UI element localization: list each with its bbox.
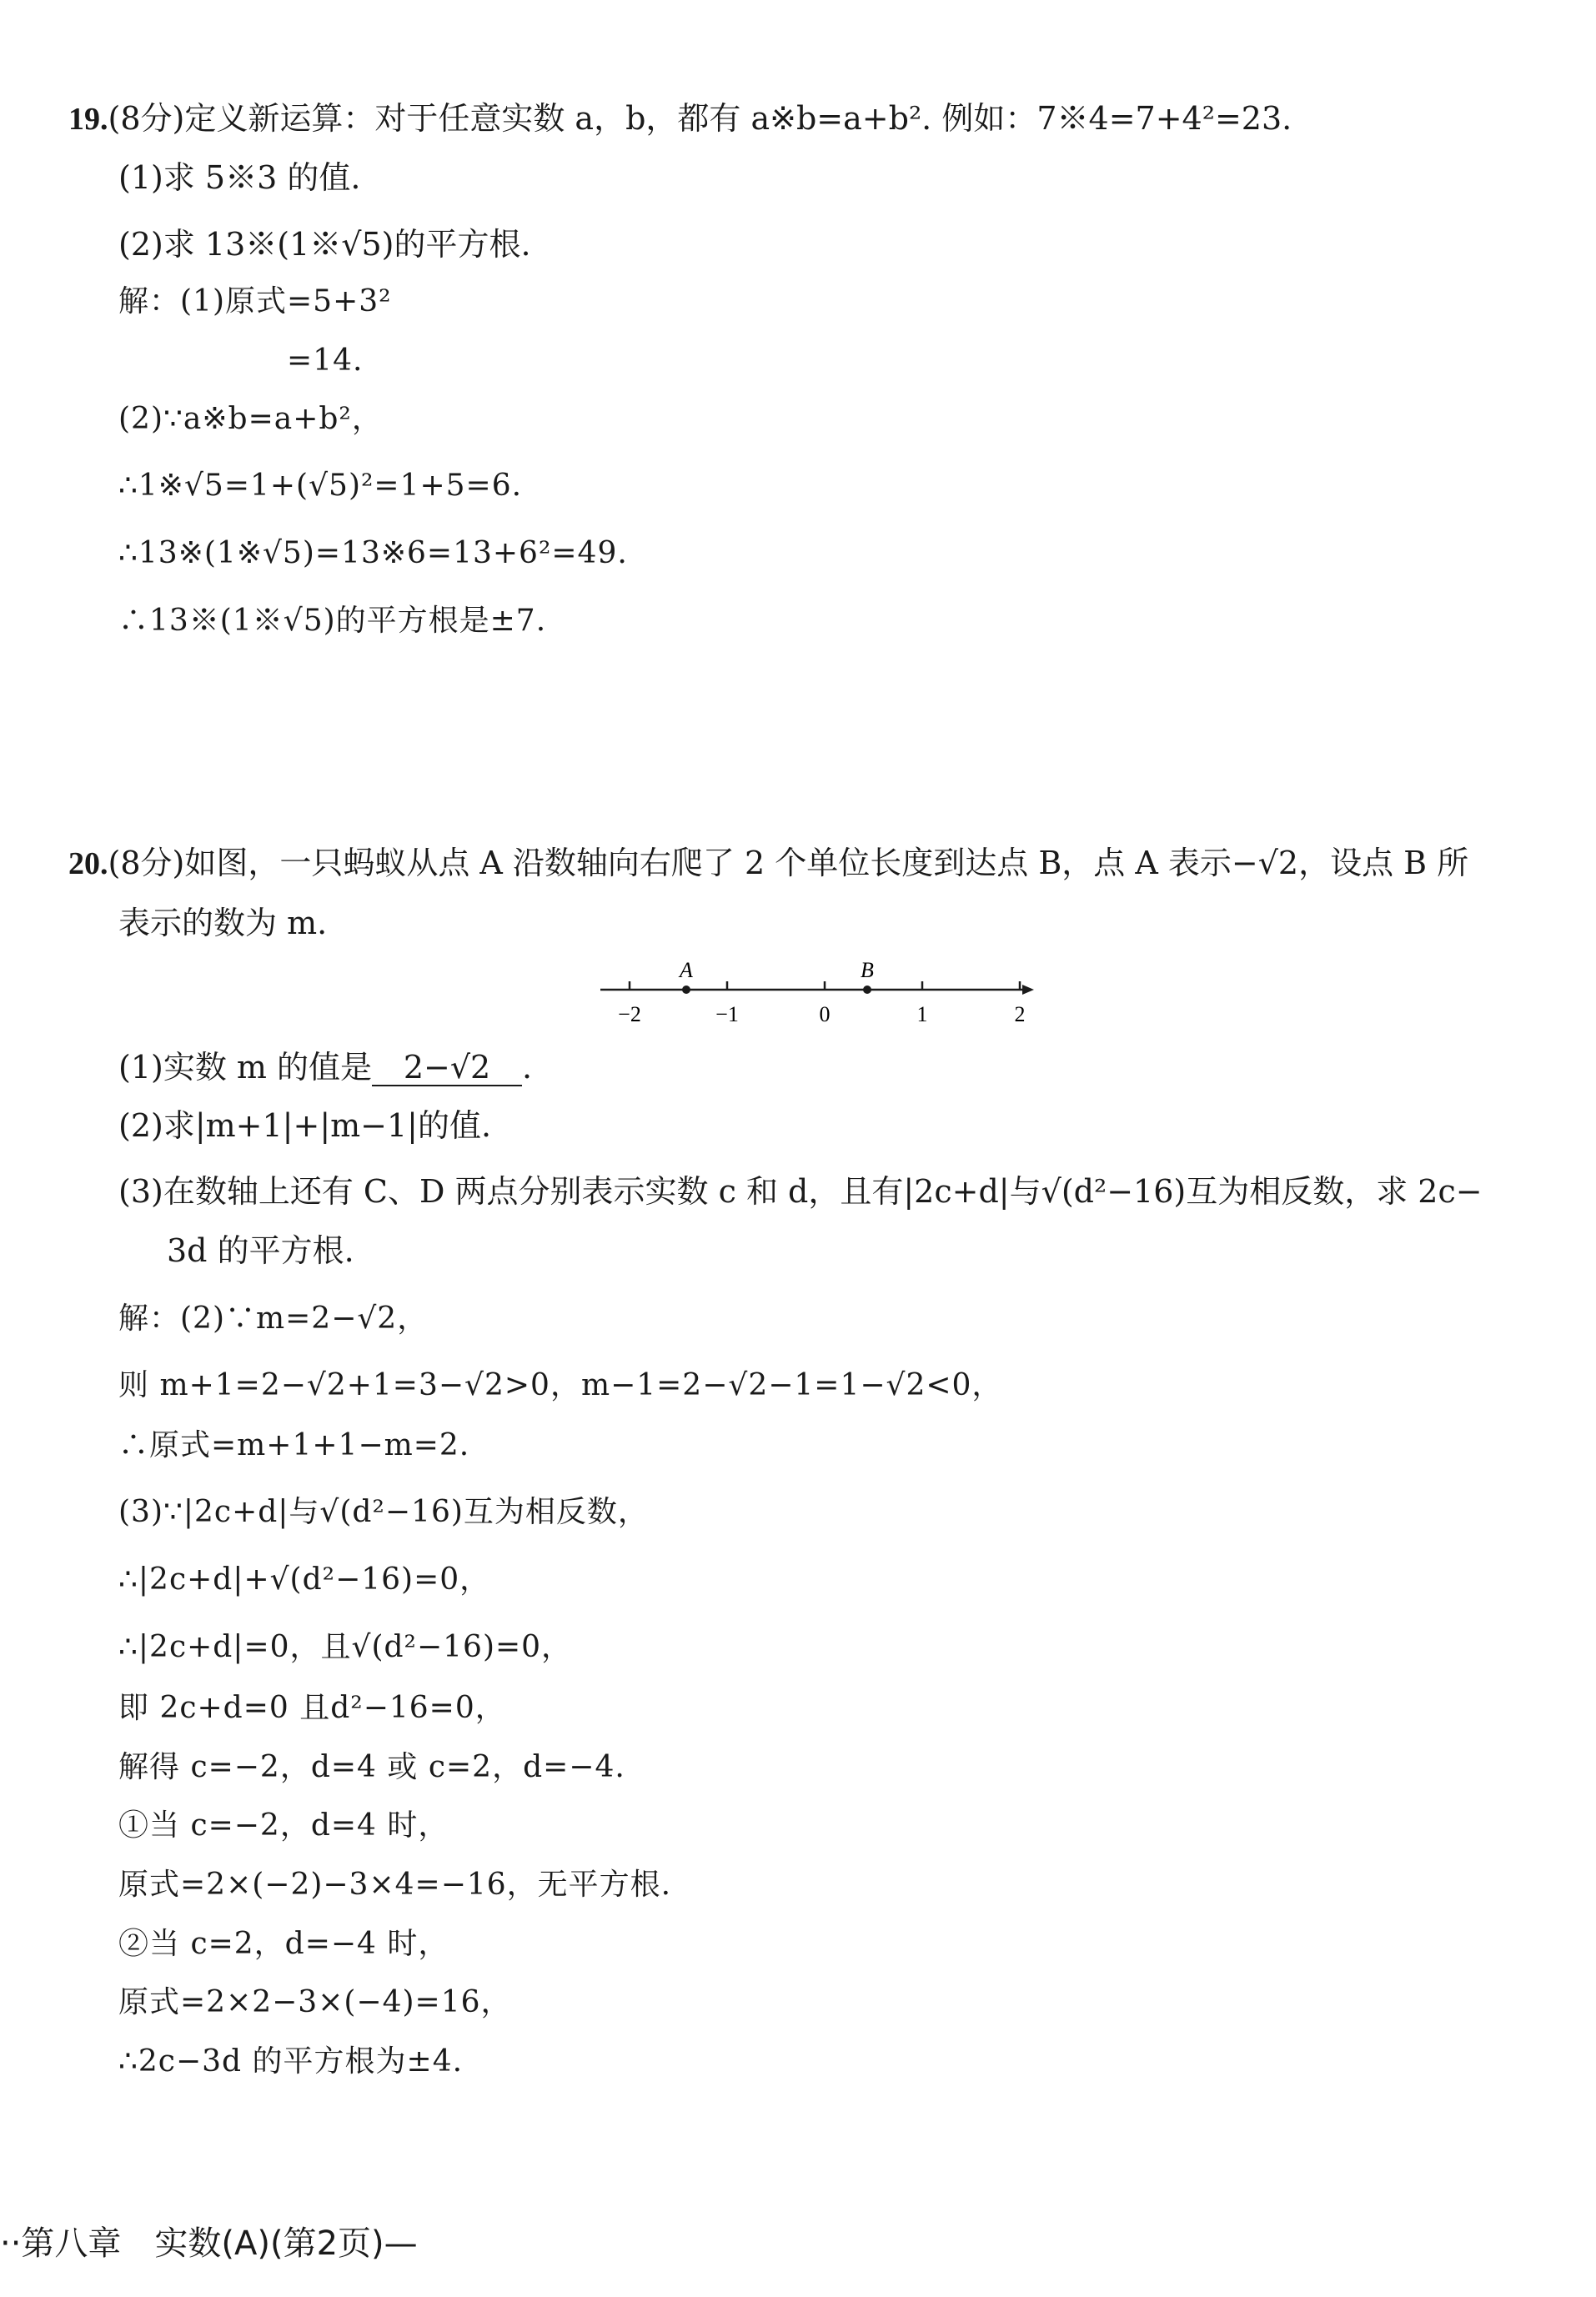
q20-solution-line-10: 原式=2×(−2)−3×4=−16，无平方根. <box>118 1868 672 1902</box>
q20-solution-line-11: ②当 c=2，d=−4 时， <box>118 1927 449 1961</box>
q20-solution-line-8: 解得 c=−2，d=4 或 c=2，d=−4. <box>118 1750 625 1784</box>
q20-part1 <box>118 1046 532 1088</box>
q19-solution-line-1: 解：(1)原式=5+3² <box>118 284 392 318</box>
tick-label-neg2: −2 <box>618 1002 641 1026</box>
q19-part2: (2)求 13※(1※√5)的平方根. <box>118 226 531 263</box>
q20-solution-line-2: 则 m+1=2−√2+1=3−√2>0，m−1=2−√2−1=1−√2<0， <box>118 1368 1003 1402</box>
q19-stem <box>68 98 1292 140</box>
q19-stem-text: (8分)定义新运算：对于任意实数 a，b，都有 a※b=a+b². 例如：7※4=7+4²=23. <box>108 100 1292 137</box>
q20-part1-period: . <box>522 1049 533 1086</box>
q20-part3-line-1: (3)在数轴上还有 C、D 两点分别表示实数 c 和 d，且有|2c+d|与√(d²−16)互为相反数，求 2c− <box>118 1173 1483 1210</box>
q20-part2: (2)求|m+1|+|m−1|的值. <box>118 1107 492 1144</box>
q19-solution-line-3: (2)∵a※b=a+b²， <box>118 402 383 436</box>
point-a-label: A <box>680 959 693 982</box>
q20-stem-line-1 <box>68 842 1468 885</box>
q20-stem-line-2: 表示的数为 m. <box>118 905 328 941</box>
q20-solution-line-7: 即 2c+d=0 且d²−16=0， <box>118 1691 506 1725</box>
q20-solution-line-12: 原式=2×2−3×(−4)=16， <box>118 1985 512 2019</box>
tick-label-1: 1 <box>916 1002 928 1026</box>
point-b-dot <box>863 986 871 994</box>
q19-solution-line-6: ∴13※(1※√5)的平方根是±7. <box>118 604 547 638</box>
q20-solution-line-1: 解：(2)∵m=2−√2， <box>118 1301 429 1336</box>
point-b-label: B <box>861 959 874 982</box>
q20-part1-prompt: (1)实数 m 的值是 <box>118 1049 373 1086</box>
q20-part3-line-2: 3d 的平方根. <box>167 1232 354 1269</box>
q19-part1: (1)求 5※3 的值. <box>118 159 361 196</box>
tick-label-neg1: −1 <box>715 1002 739 1026</box>
q20-solution-line-5: ∴|2c+d|+√(d²−16)=0， <box>118 1562 491 1597</box>
q20-solution-line-4: (3)∵|2c+d|与√(d²−16)互为相反数， <box>118 1495 649 1529</box>
number-line-figure <box>584 959 1051 1034</box>
q20-solution-line-9: ①当 c=−2，d=4 时， <box>118 1808 449 1843</box>
number-line-arrow-icon <box>1022 985 1034 995</box>
q19-solution-line-5: ∴13※(1※√5)=13※6=13+6²=49. <box>118 536 628 570</box>
q19-solution-line-4: ∴1※√5=1+(√5)²=1+5=6. <box>118 469 523 503</box>
q20-solution-line-13: ∴2c−3d 的平方根为±4. <box>118 2044 464 2079</box>
q20-part1-answer: 2−√2 <box>372 1050 522 1086</box>
q20-stem-text: (8分)如图，一只蚂蚁从点 A 沿数轴向右爬了 2 个单位长度到达点 B，点 A 表示−√2，设点 B 所 <box>108 845 1469 881</box>
q19-number: 19. <box>68 102 108 137</box>
q20-solution-line-3: ∴原式=m+1+1−m=2. <box>118 1428 470 1462</box>
tick-label-0: 0 <box>819 1002 831 1026</box>
q20-solution-line-6: ∴|2c+d|=0，且√(d²−16)=0， <box>118 1630 573 1664</box>
point-a-dot <box>682 986 690 994</box>
tick-label-2: 2 <box>1014 1002 1026 1026</box>
q20-number: 20. <box>68 846 108 881</box>
page-footer: ··第八章 实数(A)(第2页)— <box>0 2224 418 2263</box>
q19-solution-line-2: =14. <box>287 344 364 378</box>
